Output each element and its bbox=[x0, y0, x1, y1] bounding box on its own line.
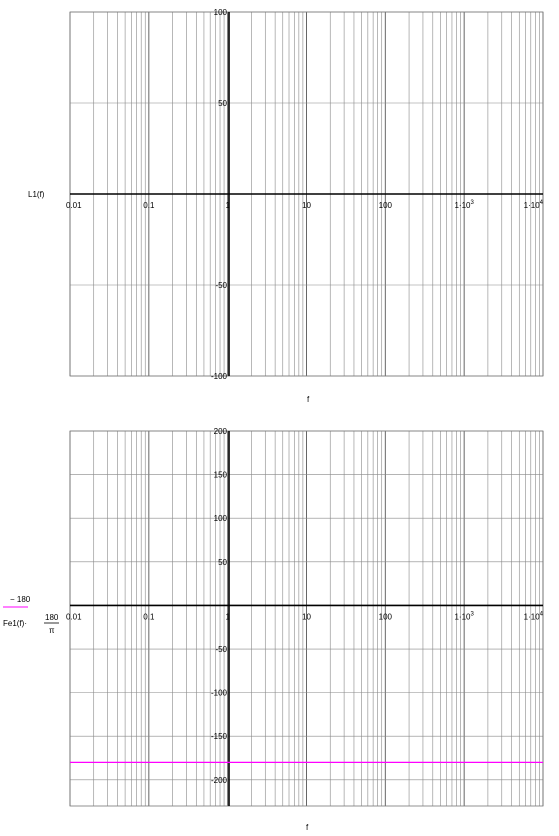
x-tick-label: 1 bbox=[225, 201, 230, 210]
plot2-ylabel-series1: − 180 bbox=[10, 595, 31, 604]
plot2-ylabel-frac-den: π bbox=[49, 626, 55, 635]
x-tick-label: $1\cdot 10^4$ bbox=[523, 611, 543, 622]
x-tick-label: 100 bbox=[378, 201, 393, 210]
y-tick-label: -50 bbox=[215, 281, 227, 290]
y-tick-label: -100 bbox=[210, 372, 227, 381]
x-tick-label: 0.1 bbox=[143, 612, 155, 622]
x-tick-label: $1\cdot 10^3$ bbox=[454, 611, 474, 622]
plot2-ylabel-frac-num: 180 bbox=[45, 613, 59, 622]
x-tick-label: 1 bbox=[225, 612, 230, 622]
y-tick-label: 50 bbox=[218, 557, 227, 567]
y-tick-label: 200 bbox=[213, 427, 227, 436]
phase-plot bbox=[66, 427, 544, 806]
x-tick-label: 10 bbox=[302, 201, 311, 210]
x-tick-label: $1\cdot 10^3$ bbox=[454, 200, 474, 210]
plot2-ylabel-series2: Fe1(f)· bbox=[3, 619, 27, 628]
plot2-xlabel: f bbox=[306, 823, 309, 832]
y-tick-label: -50 bbox=[215, 645, 227, 655]
plot1-xlabel: f bbox=[307, 395, 310, 404]
y-tick-label: 150 bbox=[213, 470, 227, 480]
x-tick-label: 10 bbox=[302, 612, 311, 622]
y-tick-label: -100 bbox=[210, 688, 227, 698]
y-tick-label: 100 bbox=[213, 514, 227, 524]
y-tick-label: -200 bbox=[210, 775, 227, 785]
x-tick-label: 100 bbox=[378, 612, 393, 622]
y-tick-label: 50 bbox=[218, 99, 227, 108]
plot1-ylabel: L1(f) bbox=[28, 190, 45, 199]
y-tick-label: 100 bbox=[213, 8, 227, 17]
x-tick-label: 0.1 bbox=[143, 201, 155, 210]
magnitude-plot bbox=[66, 8, 544, 381]
x-tick-label: 0.01 bbox=[66, 201, 82, 210]
x-tick-label: $1\cdot 10^4$ bbox=[523, 200, 543, 210]
y-tick-label: -150 bbox=[210, 732, 227, 742]
x-tick-label: 0.01 bbox=[66, 612, 82, 622]
